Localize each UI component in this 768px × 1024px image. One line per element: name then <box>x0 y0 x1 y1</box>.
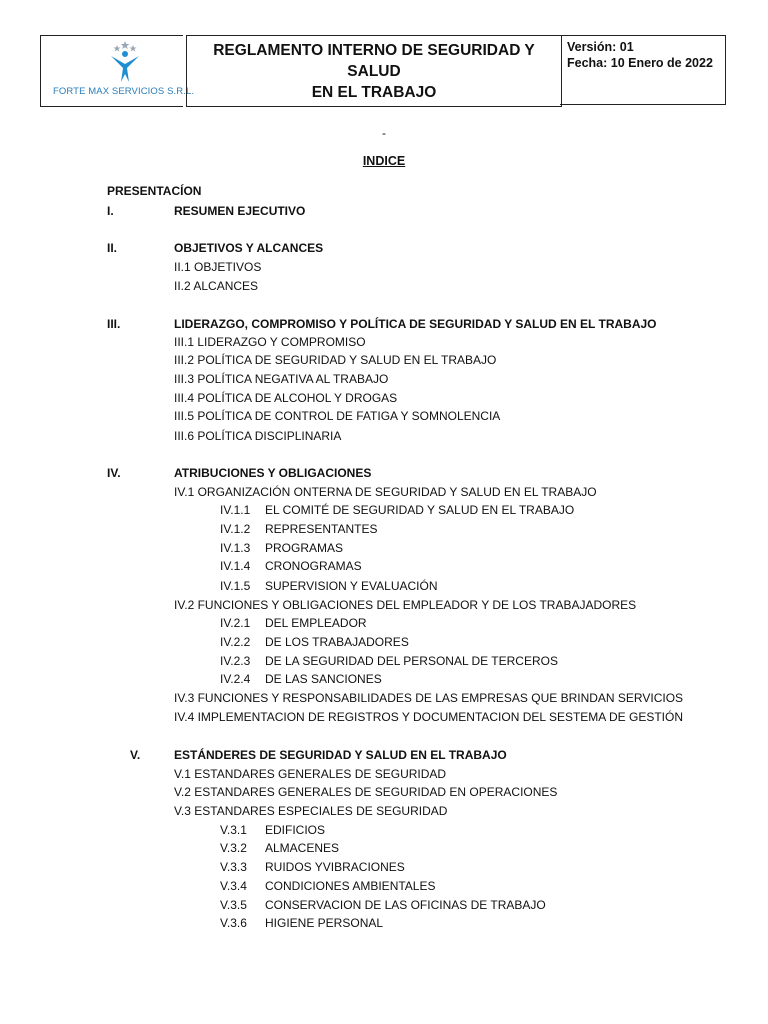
toc-subitem-code: IV.2.3 <box>220 654 251 668</box>
toc-item: IV.4 IMPLEMENTACION DE REGISTROS Y DOCUMENTACION DEL SESTEMA DE GESTIÓN <box>174 710 683 724</box>
document-title <box>186 35 562 107</box>
toc-item: IV.3 FUNCIONES Y RESPONSABILIDADES DE LAS EMPRESAS QUE BRINDAN SERVICIOS <box>174 691 684 705</box>
toc-presentacion: PRESENTACÍON <box>107 184 202 198</box>
toc-subitem-text: RUIDOS YVIBRACIONES <box>265 860 405 874</box>
toc-subitem-text: REPRESENTANTES <box>265 522 378 536</box>
company-logo-icon <box>105 40 145 84</box>
toc-section-title: OBJETIVOS Y ALCANCES <box>174 241 324 255</box>
toc-subitem-code: V.3.2 <box>220 841 247 855</box>
toc-item: V.1 ESTANDARES GENERALES DE SEGURIDAD <box>174 767 447 781</box>
toc-item: IV.2 FUNCIONES Y OBLIGACIONES DEL EMPLEADOR Y DE LOS TRABAJADORES <box>174 598 637 612</box>
version-box <box>560 35 726 105</box>
toc-subitem-text: DEL EMPLEADOR <box>265 616 367 630</box>
toc-subitem-text: EDIFICIOS <box>265 823 326 837</box>
toc-section-title: ATRIBUCIONES Y OBLIGACIONES <box>174 466 372 480</box>
toc-section-number: V. <box>130 748 141 762</box>
toc-item: III.1 LIDERAZGO Y COMPROMISO <box>174 335 366 349</box>
toc-section-title: RESUMEN EJECUTIVO <box>174 204 306 218</box>
toc-section-title: ESTÁNDERES DE SEGURIDAD Y SALUD EN EL TRABAJO <box>174 748 507 762</box>
toc-subitem-text: DE LOS TRABAJADORES <box>265 635 409 649</box>
toc-subitem-text: SUPERVISION Y EVALUACIÓN <box>265 579 438 593</box>
toc-subitem-code: IV.1.3 <box>220 541 251 555</box>
toc-subitem-code: V.3.5 <box>220 898 247 912</box>
toc-subitem-code: V.3.1 <box>220 823 247 837</box>
toc-subitem-text: ALMACENES <box>265 841 340 855</box>
toc-subitem-text: EL COMITÉ DE SEGURIDAD Y SALUD EN EL TRABAJO <box>265 503 575 517</box>
toc-item: III.4 POLÍTICA DE ALCOHOL Y DROGAS <box>174 391 398 405</box>
toc-subitem-text: PROGRAMAS <box>265 541 344 555</box>
toc-subitem-code: IV.2.1 <box>220 616 251 630</box>
company-name: FORTE MAX SERVICIOS S.R.L. <box>53 86 195 97</box>
toc-item: V.3 ESTANDARES ESPECIALES DE SEGURIDAD <box>174 804 448 818</box>
title-line-2: EN EL TRABAJO <box>311 83 437 101</box>
toc-subitem-text: CONDICIONES AMBIENTALES <box>265 879 436 893</box>
toc-section-number: II. <box>107 241 118 255</box>
toc-section-number: III. <box>107 317 121 331</box>
index-title: INDICE <box>362 154 406 168</box>
toc-subitem-code: IV.2.4 <box>220 672 251 686</box>
toc-item: III.3 POLÍTICA NEGATIVA AL TRABAJO <box>174 372 389 386</box>
toc-subitem-code: V.3.3 <box>220 860 247 874</box>
toc-subitem-text: CONSERVACION DE LAS OFICINAS DE TRABAJO <box>265 898 546 912</box>
toc-subitem-text: DE LA SEGURIDAD DEL PERSONAL DE TERCEROS <box>265 654 558 668</box>
toc-item: IV.1 ORGANIZACIÓN ONTERNA DE SEGURIDAD Y SALUD EN EL TRABAJO <box>174 485 597 499</box>
toc-subitem-code: IV.2.2 <box>220 635 251 649</box>
toc-subitem-code: V.3.6 <box>220 916 247 930</box>
toc-subitem-code: IV.1.2 <box>220 522 251 536</box>
toc-subitem-code: IV.1.4 <box>220 559 251 573</box>
document-header <box>40 35 727 107</box>
toc-item: II.2 ALCANCES <box>174 279 259 293</box>
toc-section-number: IV. <box>107 466 121 480</box>
toc-item: III.5 POLÍTICA DE CONTROL DE FATIGA Y SOMNOLENCIA <box>174 409 501 423</box>
toc-section-number: I. <box>107 204 114 218</box>
toc-subitem-code: V.3.4 <box>220 879 247 893</box>
version-label: Versión: 01 <box>567 40 634 54</box>
toc-subitem-text: DE LAS SANCIONES <box>265 672 382 686</box>
toc-item: II.1 OBJETIVOS <box>174 260 262 274</box>
title-line-1: REGLAMENTO INTERNO DE SEGURIDAD Y SALUD <box>213 41 535 80</box>
date-label: Fecha: 10 Enero de 2022 <box>567 56 713 70</box>
toc-subitem-code: IV.1.1 <box>220 503 251 517</box>
toc-subitem-code: IV.1.5 <box>220 579 251 593</box>
toc-item: III.6 POLÍTICA DISCIPLINARIA <box>174 429 342 443</box>
toc-subitem-text: HIGIENE PERSONAL <box>265 916 384 930</box>
logo-cell <box>40 35 195 107</box>
toc-item: V.2 ESTANDARES GENERALES DE SEGURIDAD EN OPERACIONES <box>174 785 558 799</box>
toc-subitem-text: CRONOGRAMAS <box>265 559 362 573</box>
toc-section-title: LIDERAZGO, COMPROMISO Y POLÍTICA DE SEGURIDAD Y SALUD EN EL TRABAJO <box>174 317 657 331</box>
toc-item: III.2 POLÍTICA DE SEGURIDAD Y SALUD EN EL TRABAJO <box>174 353 497 367</box>
dash-mark: - <box>382 126 386 140</box>
